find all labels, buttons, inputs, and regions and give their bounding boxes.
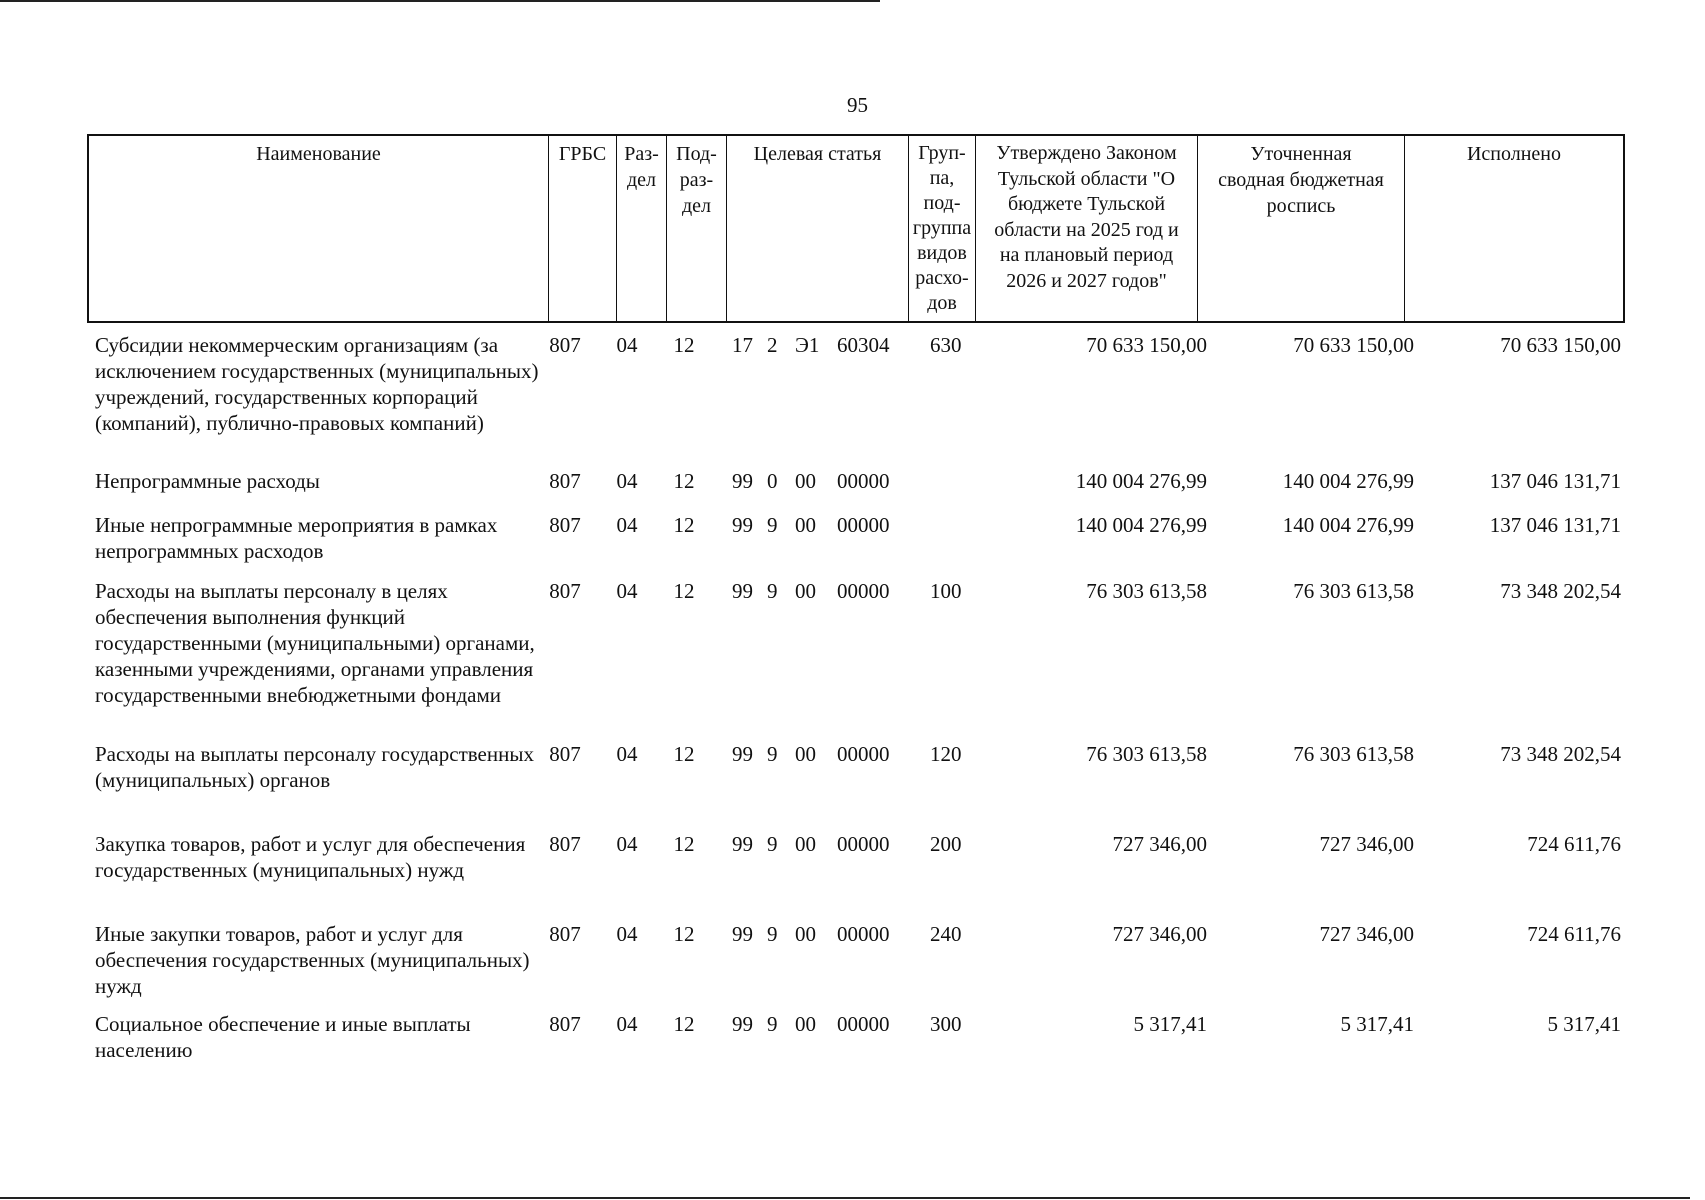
bottom-rule xyxy=(0,1197,1690,1199)
cell-grbs: 807 xyxy=(549,922,581,946)
header-name: Наименование xyxy=(256,143,381,165)
cell-t4: 00000 xyxy=(837,513,890,537)
row-name: Субсидии некоммерческим организациям (за исключением государственных (муниципальных) учреждений, государственных корпораций (компаний), публично-правовых компаний) xyxy=(95,333,539,435)
cell-refined: 5 317,41 xyxy=(1340,1012,1414,1036)
cell-razdel: 04 xyxy=(616,469,638,493)
cell-grbs: 807 xyxy=(549,333,581,357)
cell-executed: 73 348 202,54 xyxy=(1500,742,1621,766)
cell-t2: 9 xyxy=(767,742,778,766)
cell-razdel: 04 xyxy=(616,742,638,766)
cell-t2: 0 xyxy=(767,469,778,493)
page-number: 95 xyxy=(847,93,868,117)
cell-t3: Э1 xyxy=(795,333,820,357)
header-group: Груп- па, под- группа видов расхо- дов xyxy=(908,136,975,321)
cell-t4: 00000 xyxy=(837,742,890,766)
cell-t1: 99 xyxy=(732,1012,753,1036)
cell-refined: 140 004 276,99 xyxy=(1282,469,1414,493)
cell-t3: 00 xyxy=(795,922,816,946)
cell-t3: 00 xyxy=(795,469,816,493)
cell-executed: 73 348 202,54 xyxy=(1500,579,1621,603)
cell-razdel: 04 xyxy=(616,832,638,856)
cell-t2: 9 xyxy=(767,513,778,537)
header-razdel: Раз- дел xyxy=(616,136,666,321)
cell-grbs: 807 xyxy=(549,469,581,493)
cell-t2: 2 xyxy=(767,333,778,357)
cell-razdel: 04 xyxy=(616,1012,638,1036)
cell-executed: 70 633 150,00 xyxy=(1500,333,1621,357)
cell-executed: 5 317,41 xyxy=(1547,1012,1621,1036)
header-target-article: Целевая статья xyxy=(726,136,908,321)
cell-t4: 00000 xyxy=(837,579,890,603)
row-name: Расходы на выплаты персоналу в целях обеспечения выполнения функций государственными (муниципальными) органами, казенными учреждениями, органами управления государственными внебюджетными фондами xyxy=(95,579,535,707)
cell-podrazdel: 12 xyxy=(673,1012,695,1036)
cell-refined: 140 004 276,99 xyxy=(1282,513,1414,537)
cell-approved: 140 004 276,99 xyxy=(1075,513,1207,537)
top-rule xyxy=(0,0,880,2)
cell-t3: 00 xyxy=(795,579,816,603)
table-header xyxy=(87,134,1625,323)
header-podrazdel: Под- раз- дел xyxy=(666,136,726,321)
cell-group: 300 xyxy=(930,1012,962,1036)
cell-refined: 727 346,00 xyxy=(1319,922,1414,946)
cell-t3: 00 xyxy=(795,832,816,856)
cell-podrazdel: 12 xyxy=(673,922,695,946)
cell-t1: 99 xyxy=(732,832,753,856)
cell-approved: 76 303 613,58 xyxy=(1086,742,1207,766)
cell-t1: 99 xyxy=(732,469,753,493)
cell-t2: 9 xyxy=(767,1012,778,1036)
cell-executed: 137 046 131,71 xyxy=(1489,469,1621,493)
header-approved: Утверждено Законом Тульской области "О бюджете Тульской области на 2025 год и на плановый период 2026 и 2027 годов" xyxy=(975,136,1197,321)
cell-grbs: 807 xyxy=(549,742,581,766)
cell-t4: 00000 xyxy=(837,1012,890,1036)
cell-t3: 00 xyxy=(795,513,816,537)
row-name: Закупка товаров, работ и услуг для обеспечения государственных (муниципальных) нужд xyxy=(95,832,526,882)
cell-grbs: 807 xyxy=(549,513,581,537)
header-grbs: ГРБС xyxy=(548,136,616,321)
cell-approved: 140 004 276,99 xyxy=(1075,469,1207,493)
cell-t1: 99 xyxy=(732,742,753,766)
cell-razdel: 04 xyxy=(616,922,638,946)
cell-podrazdel: 12 xyxy=(673,469,695,493)
cell-t4: 00000 xyxy=(837,922,890,946)
cell-t3: 00 xyxy=(795,1012,816,1036)
cell-t2: 9 xyxy=(767,922,778,946)
cell-executed: 137 046 131,71 xyxy=(1489,513,1621,537)
cell-refined: 76 303 613,58 xyxy=(1293,742,1414,766)
cell-group: 100 xyxy=(930,579,962,603)
cell-t2: 9 xyxy=(767,579,778,603)
cell-podrazdel: 12 xyxy=(673,742,695,766)
cell-executed: 724 611,76 xyxy=(1527,922,1621,946)
row-name: Непрограммные расходы xyxy=(95,469,320,493)
cell-razdel: 04 xyxy=(616,579,638,603)
cell-razdel: 04 xyxy=(616,333,638,357)
row-name: Иные закупки товаров, работ и услуг для обеспечения государственных (муниципальных) нужд xyxy=(95,922,530,998)
cell-refined: 727 346,00 xyxy=(1319,832,1414,856)
cell-razdel: 04 xyxy=(616,513,638,537)
cell-podrazdel: 12 xyxy=(673,579,695,603)
cell-podrazdel: 12 xyxy=(673,333,695,357)
header-refined: Уточненная сводная бюджетная роспись xyxy=(1197,136,1404,321)
cell-approved: 727 346,00 xyxy=(1112,922,1207,946)
cell-group: 240 xyxy=(930,922,962,946)
row-name: Расходы на выплаты персоналу государственных (муниципальных) органов xyxy=(95,742,534,792)
cell-grbs: 807 xyxy=(549,579,581,603)
cell-executed: 724 611,76 xyxy=(1527,832,1621,856)
cell-t1: 99 xyxy=(732,579,753,603)
cell-podrazdel: 12 xyxy=(673,513,695,537)
cell-grbs: 807 xyxy=(549,832,581,856)
cell-t2: 9 xyxy=(767,832,778,856)
row-name: Социальное обеспечение и иные выплаты населению xyxy=(95,1012,471,1062)
cell-t4: 00000 xyxy=(837,832,890,856)
cell-t1: 17 xyxy=(732,333,753,357)
cell-approved: 70 633 150,00 xyxy=(1086,333,1207,357)
cell-t1: 99 xyxy=(732,922,753,946)
cell-t4: 00000 xyxy=(837,469,890,493)
cell-grbs: 807 xyxy=(549,1012,581,1036)
cell-podrazdel: 12 xyxy=(673,832,695,856)
cell-group: 120 xyxy=(930,742,962,766)
cell-t3: 00 xyxy=(795,742,816,766)
cell-t1: 99 xyxy=(732,513,753,537)
cell-group: 630 xyxy=(930,333,962,357)
cell-refined: 76 303 613,58 xyxy=(1293,579,1414,603)
cell-approved: 727 346,00 xyxy=(1112,832,1207,856)
cell-refined: 70 633 150,00 xyxy=(1293,333,1414,357)
header-executed: Исполнено xyxy=(1404,136,1623,321)
row-name: Иные непрограммные мероприятия в рамках непрограммных расходов xyxy=(95,513,498,563)
cell-approved: 76 303 613,58 xyxy=(1086,579,1207,603)
cell-approved: 5 317,41 xyxy=(1133,1012,1207,1036)
cell-t4: 60304 xyxy=(837,333,890,357)
cell-group: 200 xyxy=(930,832,962,856)
